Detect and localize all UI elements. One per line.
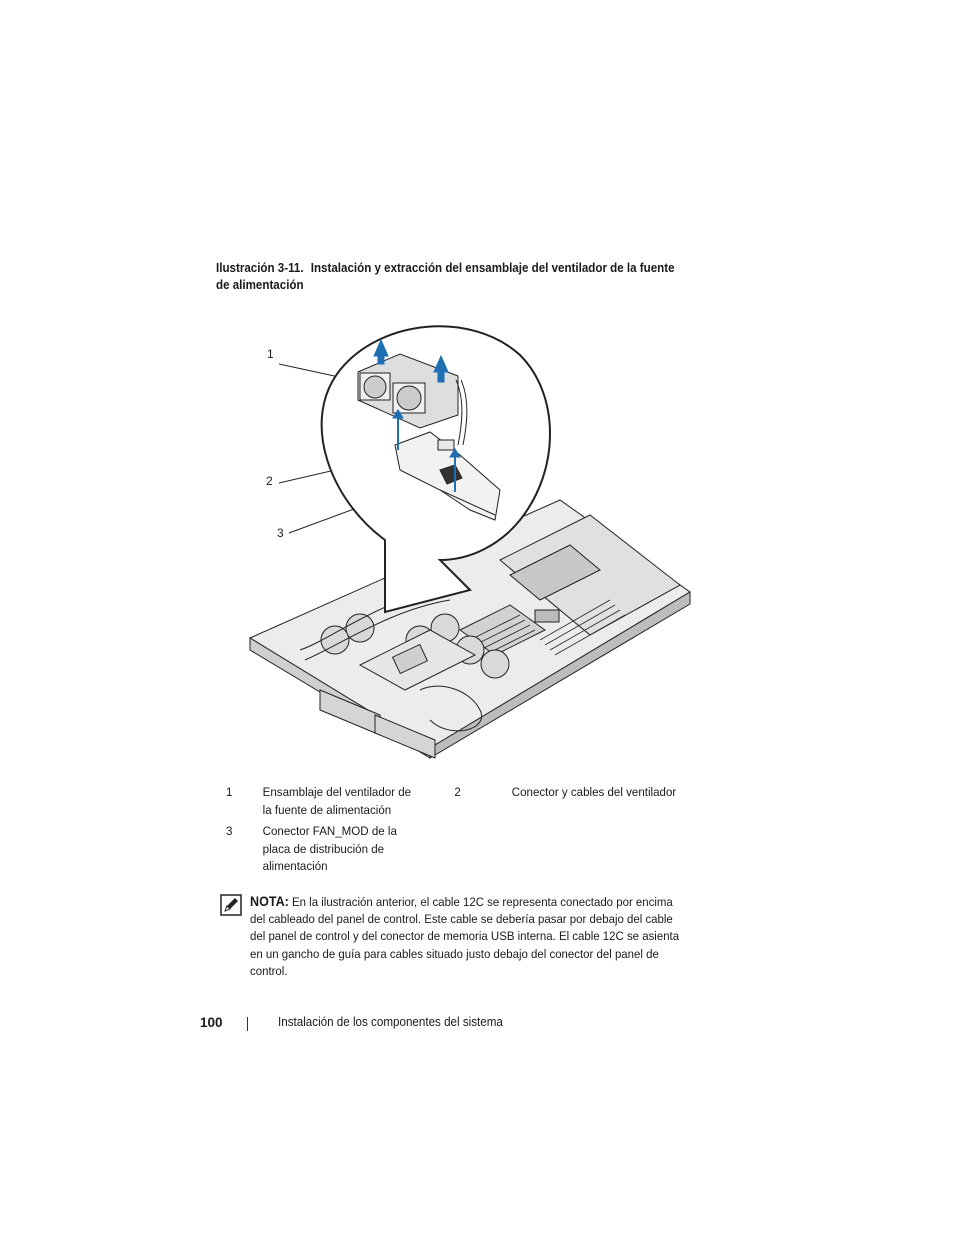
callout-1: 1 <box>267 347 274 361</box>
footer-separator <box>247 1017 248 1031</box>
legend-num-3: 3 <box>226 824 233 838</box>
figure-title-line1: Instalación y extracción del ensamblaje del ventilador de la fuente <box>310 261 675 275</box>
note-label: NOTA: <box>250 894 289 909</box>
chapter-title: Instalación de los componentes del sistema <box>278 1015 503 1029</box>
server-fan-illustration <box>240 318 700 763</box>
callout-2: 2 <box>266 474 273 488</box>
legend-text-1b: la fuente de alimentación <box>262 802 392 817</box>
legend-text-2: Conector y cables del ventilador <box>511 785 677 799</box>
legend-text-3a: Conector FAN_MOD de la <box>262 824 397 838</box>
note-line-1: En la ilustración anterior, el cable 12C se representa conectado por encima <box>292 895 673 909</box>
note-line-2: del cableado del panel de control. Este cable se debería pasar por debajo del cable <box>250 912 673 927</box>
pencil-icon <box>220 894 242 916</box>
figure-caption <box>216 260 676 294</box>
note-line-5: control. <box>250 963 288 978</box>
note-line-3: del panel de control y del conector de memoria USB interna. El cable 12C se asienta <box>250 929 680 944</box>
note-block <box>250 893 706 980</box>
callout-3: 3 <box>277 526 284 540</box>
figure-title-line2: de alimentación <box>216 278 304 292</box>
legend-text-3c: alimentación <box>262 859 328 873</box>
legend-text-3b: placa de distribución de <box>262 841 385 856</box>
legend-text-1a: Ensamblaje del ventilador de <box>262 785 412 799</box>
page-number: 100 <box>200 1015 223 1030</box>
note-line-4: en un gancho de guía para cables situado justo debajo del conector del panel de <box>250 946 659 961</box>
figure-number: Ilustración 3-11. <box>216 261 304 275</box>
legend-num-2: 2 <box>454 785 461 799</box>
legend-num-1: 1 <box>226 785 233 799</box>
